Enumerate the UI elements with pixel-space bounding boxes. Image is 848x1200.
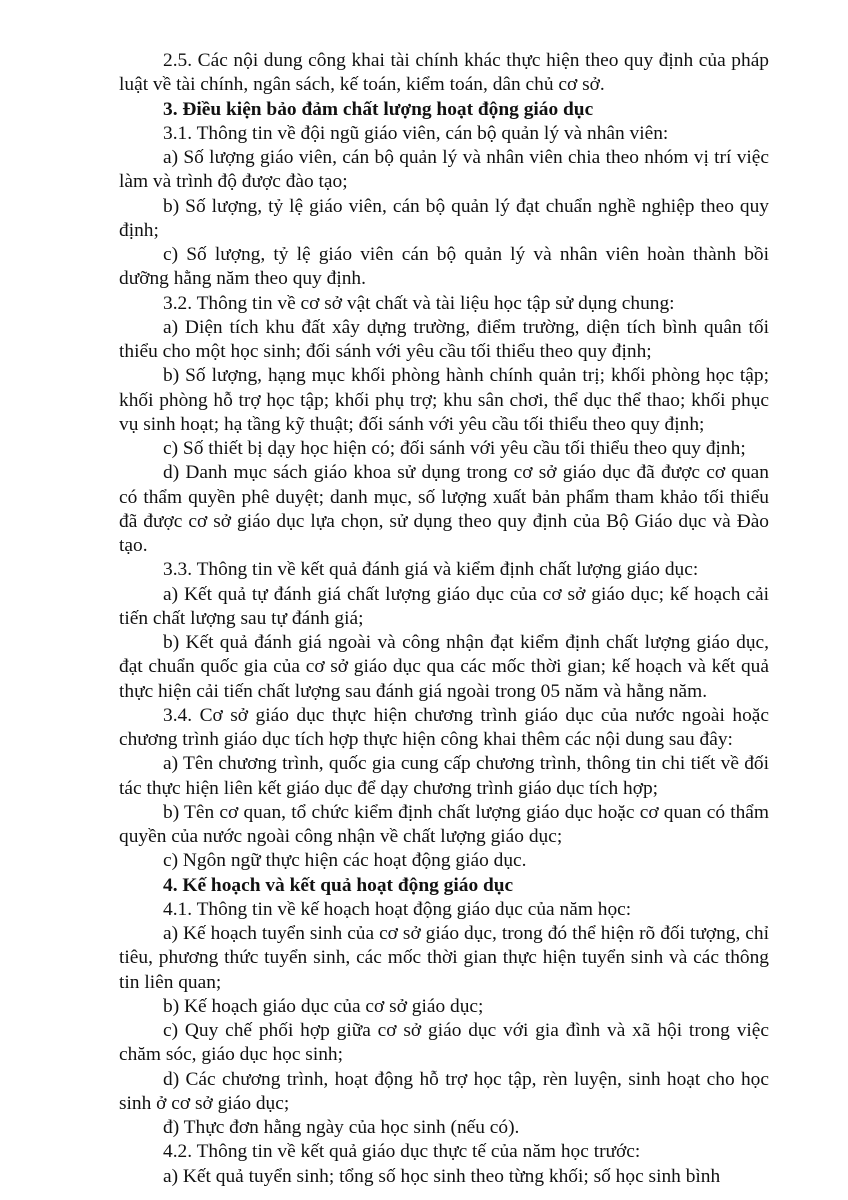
paragraph: a) Tên chương trình, quốc gia cung cấp chương trình, thông tin chi tiết về đối tác thực hiện liên kết giáo dục để dạy chương trình giáo dục tích hợp; bbox=[119, 753, 769, 799]
paragraph: 3.2. Thông tin về cơ sở vật chất và tài liệu học tập sử dụng chung: bbox=[163, 292, 675, 314]
paragraph: 4.1. Thông tin về kế hoạch hoạt động giáo dục của năm học: bbox=[163, 898, 632, 920]
paragraph: a) Số lượng giáo viên, cán bộ quản lý và nhân viên chia theo nhóm vị trí việc làm và trình độ được đào tạo; bbox=[119, 147, 769, 193]
paragraph: b) Tên cơ quan, tổ chức kiểm định chất lượng giáo dục hoặc cơ quan có thẩm quyền của nước ngoài công nhận về chất lượng giáo dục; bbox=[119, 801, 769, 847]
section-heading: 4. Kế hoạch và kết quả hoạt động giáo dục bbox=[163, 874, 514, 896]
paragraph: b) Kế hoạch giáo dục của cơ sở giáo dục; bbox=[163, 995, 484, 1017]
paragraph: c) Ngôn ngữ thực hiện các hoạt động giáo dục. bbox=[163, 850, 527, 872]
paragraph: b) Số lượng, hạng mục khối phòng hành chính quản trị; khối phòng học tập; khối phòng hỗ trợ học tập; khối phụ trợ; khu sân chơi, thể dục thể thao; khối phục vụ sinh hoạt; hạ tầng kỹ thuật; đối sánh với yêu cầu tối thiểu theo quy định; bbox=[119, 365, 769, 435]
paragraph: c) Số thiết bị dạy học hiện có; đối sánh với yêu cầu tối thiểu theo quy định; bbox=[163, 438, 746, 459]
paragraph: a) Diện tích khu đất xây dựng trường, điểm trường, diện tích bình quân tối thiểu cho một học sinh; đối sánh với yêu cầu tối thiểu theo quy định; bbox=[119, 316, 769, 362]
paragraph: 3.1. Thông tin về đội ngũ giáo viên, cán bộ quản lý và nhân viên: bbox=[163, 122, 669, 144]
section-heading: 3. Điều kiện bảo đảm chất lượng hoạt động giáo dục bbox=[163, 98, 594, 120]
paragraph: 4.2. Thông tin về kết quả giáo dục thực tế của năm học trước: bbox=[163, 1141, 641, 1163]
paragraph: 2.5. Các nội dung công khai tài chính khác thực hiện theo quy định của pháp luật về tài chính, ngân sách, kế toán, kiểm toán, dân chủ cơ sở. bbox=[119, 50, 769, 96]
paragraph: 3.3. Thông tin về kết quả đánh giá và kiểm định chất lượng giáo dục: bbox=[163, 559, 699, 581]
paragraph: d) Danh mục sách giáo khoa sử dụng trong cơ sở giáo dục đã được cơ quan có thẩm quyền phê duyệt; danh mục, số lượng xuất bản phẩm tham khảo tối thiểu đã được cơ sở giáo dục lựa chọn, sử dụng theo quy định của Bộ Giáo dục và Đào tạo. bbox=[119, 462, 769, 556]
paragraph: d) Các chương trình, hoạt động hỗ trợ học tập, rèn luyện, sinh hoạt cho học sinh ở cơ sở giáo dục; bbox=[119, 1068, 769, 1114]
paragraph: c) Quy chế phối hợp giữa cơ sở giáo dục với gia đình và xã hội trong việc chăm sóc, giáo dục học sinh; bbox=[119, 1020, 769, 1066]
paragraph: a) Kế hoạch tuyển sinh của cơ sở giáo dục, trong đó thể hiện rõ đối tượng, chỉ tiêu, phương thức tuyển sinh, các mốc thời gian thực hiện tuyển sinh và các thông tin liên quan; bbox=[119, 923, 769, 993]
paragraph: b) Kết quả đánh giá ngoài và công nhận đạt kiểm định chất lượng giáo dục, đạt chuẩn quốc gia của cơ sở giáo dục qua các mốc thời gian; kế hoạch và kết quả thực hiện cải tiến chất lượng sau đánh giá ngoài trong 05 năm và hằng năm. bbox=[119, 632, 769, 702]
paragraph: 3.4. Cơ sở giáo dục thực hiện chương trình giáo dục của nước ngoài hoặc chương trình giáo dục tích hợp thực hiện công khai thêm các nội dung sau đây: bbox=[119, 704, 769, 750]
paragraph: a) Kết quả tự đánh giá chất lượng giáo dục của cơ sở giáo dục; kế hoạch cải tiến chất lượng sau tự đánh giá; bbox=[119, 583, 769, 629]
paragraph: a) Kết quả tuyển sinh; tổng số học sinh theo từng khối; số học sinh bình bbox=[163, 1165, 721, 1187]
paragraph: c) Số lượng, tỷ lệ giáo viên cán bộ quản lý và nhân viên hoàn thành bồi dưỡng hằng năm theo quy định. bbox=[119, 244, 769, 290]
document-body bbox=[119, 49, 769, 1189]
paragraph: b) Số lượng, tỷ lệ giáo viên, cán bộ quản lý đạt chuẩn nghề nghiệp theo quy định; bbox=[119, 195, 769, 241]
paragraph: đ) Thực đơn hằng ngày của học sinh (nếu có). bbox=[163, 1117, 520, 1138]
